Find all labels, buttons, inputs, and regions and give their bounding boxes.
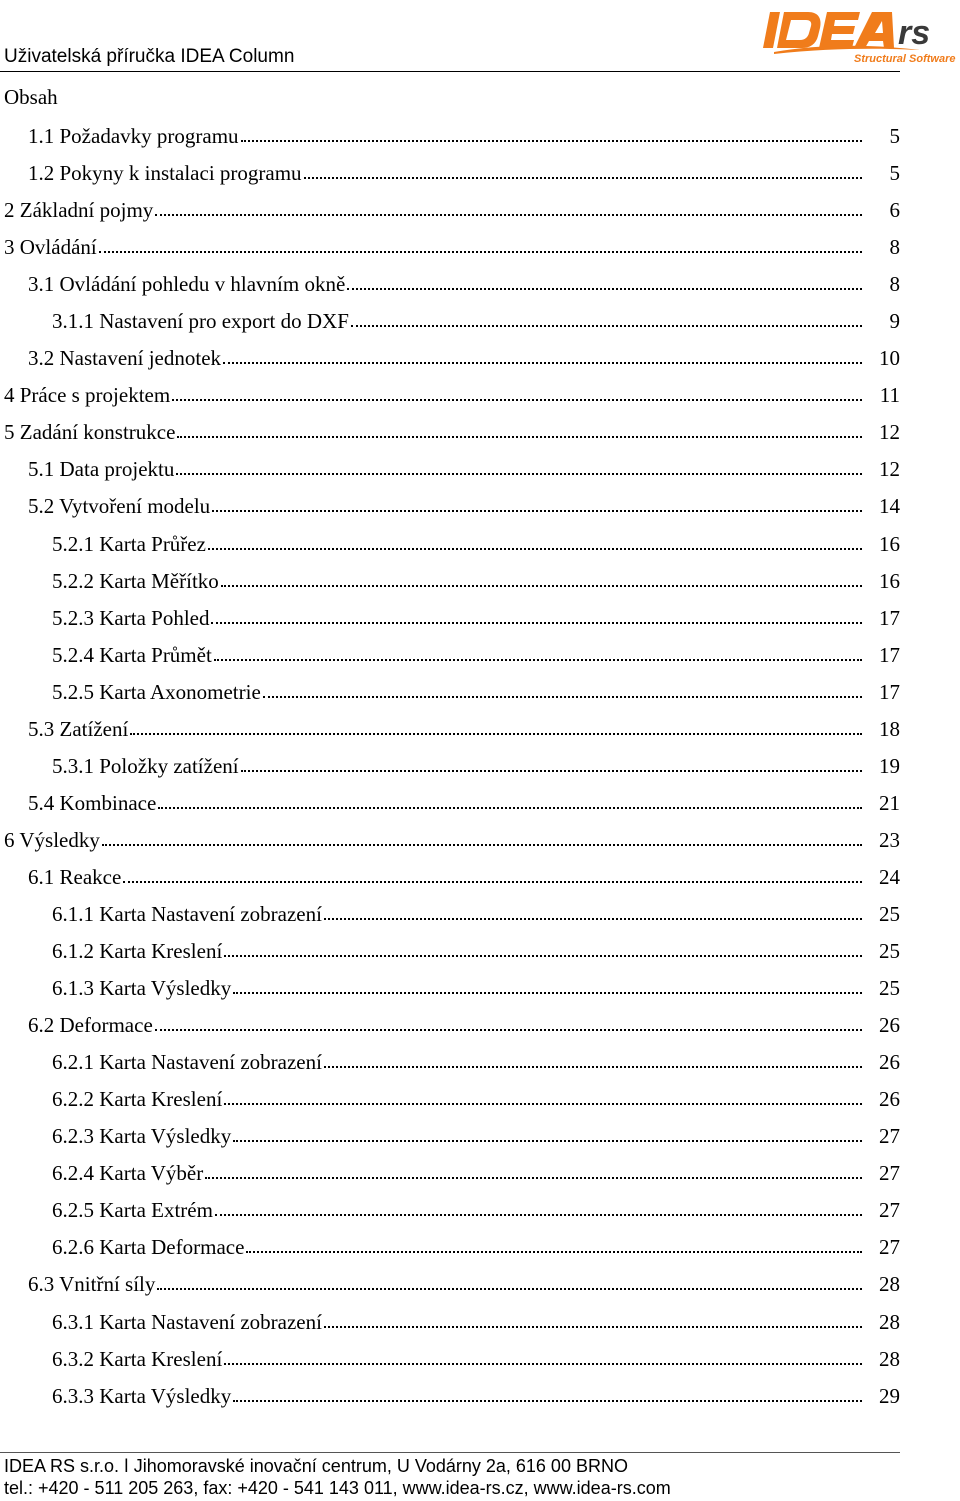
toc-dot-leader bbox=[246, 1251, 862, 1253]
toc-entry[interactable] bbox=[0, 1118, 900, 1155]
toc-entry[interactable] bbox=[0, 1304, 900, 1341]
toc-dot-leader bbox=[211, 622, 862, 624]
toc-entry[interactable] bbox=[0, 1081, 900, 1118]
toc-dot-leader bbox=[221, 585, 862, 587]
toc-entry[interactable] bbox=[0, 377, 900, 414]
toc-entry-label: 5.4 Kombinace bbox=[28, 790, 157, 815]
toc-entry-label: 6 Výsledky bbox=[4, 827, 100, 852]
toc-dot-leader bbox=[324, 1066, 862, 1068]
toc-entry[interactable] bbox=[0, 674, 900, 711]
toc-entry-page: 26 bbox=[879, 1050, 900, 1075]
toc-entry[interactable] bbox=[0, 340, 900, 377]
toc-entry-label: 3 Ovládání bbox=[4, 235, 97, 260]
toc-entry-label: 3.1 Ovládání pohledu v hlavním okně bbox=[28, 272, 346, 297]
toc-entry-label: 2 Základní pojmy bbox=[4, 198, 154, 223]
toc-entry-page: 26 bbox=[879, 1013, 900, 1038]
toc-dot-leader bbox=[233, 992, 862, 994]
toc-entry-page: 27 bbox=[879, 1124, 900, 1149]
toc-dot-leader bbox=[351, 325, 862, 327]
footer-address: IDEA RS s.r.o. ǀ Jihomoravské inovační centrum, U Vodárny 2a, 616 00 BRNO bbox=[4, 1456, 628, 1476]
toc-entry[interactable] bbox=[0, 488, 900, 525]
toc-entry-label: 6.3.1 Karta Nastavení zobrazení bbox=[52, 1309, 322, 1334]
toc-dot-leader bbox=[233, 1400, 862, 1402]
toc-dot-leader bbox=[158, 807, 862, 809]
toc-entry[interactable] bbox=[0, 600, 900, 637]
toc-entry[interactable] bbox=[0, 1155, 900, 1192]
toc-dot-leader bbox=[324, 918, 862, 920]
toc-dot-leader bbox=[212, 510, 862, 512]
toc-entry-label: 5.3 Zatížení bbox=[28, 716, 129, 741]
toc-entry-label: 5.2.2 Karta Měřítko bbox=[52, 568, 219, 593]
toc-entry-page: 24 bbox=[879, 864, 900, 889]
toc-entry-page: 21 bbox=[879, 790, 900, 815]
toc-entry[interactable] bbox=[0, 748, 900, 785]
toc-entry[interactable] bbox=[0, 229, 900, 266]
toc-entry[interactable] bbox=[0, 970, 900, 1007]
toc-entry-page: 12 bbox=[879, 420, 900, 445]
toc-entry[interactable] bbox=[0, 118, 900, 155]
toc-dot-leader bbox=[172, 399, 862, 401]
toc-entry-label: 6.2.1 Karta Nastavení zobrazení bbox=[52, 1050, 322, 1075]
toc-entry-label: 5.2 Vytvoření modelu bbox=[28, 494, 211, 519]
toc-entry[interactable] bbox=[0, 563, 900, 600]
toc-entry-label: 5 Zadání konstrukce bbox=[4, 420, 176, 445]
toc-entry-label: 6.1.3 Karta Výsledky bbox=[52, 976, 232, 1001]
toc-entry[interactable] bbox=[0, 1266, 900, 1303]
toc-entry[interactable] bbox=[0, 155, 900, 192]
toc-entry-page: 28 bbox=[879, 1272, 900, 1297]
toc-entry-label: 6.1 Reakce bbox=[28, 864, 122, 889]
toc-dot-leader bbox=[99, 251, 862, 253]
toc-dot-leader bbox=[102, 844, 862, 846]
toc-dot-leader bbox=[263, 696, 862, 698]
toc-entry-page: 27 bbox=[879, 1161, 900, 1186]
toc-entry[interactable] bbox=[0, 1044, 900, 1081]
toc-entry-page: 16 bbox=[879, 531, 900, 556]
toc-entry[interactable] bbox=[0, 1378, 900, 1415]
logo-rs-mark: rs bbox=[898, 14, 931, 52]
toc-entry[interactable] bbox=[0, 266, 900, 303]
toc-dot-leader bbox=[208, 548, 862, 550]
toc-entry-page: 11 bbox=[879, 383, 900, 408]
toc-entry[interactable] bbox=[0, 933, 900, 970]
toc-entry-page: 17 bbox=[879, 642, 900, 667]
toc-dot-leader bbox=[304, 177, 862, 179]
toc-entry-label: 4 Práce s projektem bbox=[4, 383, 171, 408]
toc-entry-page: 10 bbox=[879, 346, 900, 371]
footer-contacts: tel.: +420 - 511 205 263, fax: +420 - 541 143 011, www.idea-rs.cz, www.idea-rs.com bbox=[4, 1478, 671, 1498]
toc-entry[interactable] bbox=[0, 303, 900, 340]
toc-entry-page: 18 bbox=[879, 716, 900, 741]
footer-divider bbox=[0, 1452, 900, 1453]
toc-dot-leader bbox=[176, 473, 862, 475]
toc-entry[interactable] bbox=[0, 785, 900, 822]
toc-dot-leader bbox=[224, 955, 862, 957]
toc-entry-label: 6.2.2 Karta Kreslení bbox=[52, 1087, 223, 1112]
toc-dot-leader bbox=[155, 1029, 862, 1031]
toc-entry-page: 27 bbox=[879, 1198, 900, 1223]
toc-entry-page: 17 bbox=[879, 679, 900, 704]
toc-entry[interactable] bbox=[0, 451, 900, 488]
toc-entry-label: 6.3 Vnitřní síly bbox=[28, 1272, 156, 1297]
table-of-contents bbox=[0, 118, 900, 1415]
toc-entry[interactable] bbox=[0, 859, 900, 896]
toc-dot-leader bbox=[324, 1326, 862, 1328]
toc-entry-label: 6.3.2 Karta Kreslení bbox=[52, 1346, 223, 1371]
toc-entry-page: 29 bbox=[879, 1383, 900, 1408]
toc-entry-label: 6.2 Deformace bbox=[28, 1013, 153, 1038]
toc-entry-label: 5.2.3 Karta Pohled bbox=[52, 605, 210, 630]
toc-entry-page: 28 bbox=[879, 1309, 900, 1334]
toc-dot-leader bbox=[233, 1140, 862, 1142]
toc-entry-label: 5.3.1 Položky zatížení bbox=[52, 753, 239, 778]
toc-entry[interactable] bbox=[0, 1229, 900, 1266]
toc-entry-label: 6.2.5 Karta Extrém bbox=[52, 1198, 213, 1223]
toc-entry[interactable] bbox=[0, 1192, 900, 1229]
toc-entry-label: 6.2.6 Karta Deformace bbox=[52, 1235, 245, 1260]
toc-entry-label: 1.2 Pokyny k instalaci programu bbox=[28, 161, 302, 186]
toc-entry-page: 8 bbox=[889, 272, 900, 297]
toc-entry-label: 3.2 Nastavení jednotek bbox=[28, 346, 222, 371]
toc-heading: Obsah bbox=[4, 85, 58, 109]
toc-entry-page: 8 bbox=[889, 235, 900, 260]
toc-entry-label: 5.1 Data projektu bbox=[28, 457, 175, 482]
toc-dot-leader bbox=[214, 659, 862, 661]
toc-entry[interactable] bbox=[0, 637, 900, 674]
toc-dot-leader bbox=[241, 140, 862, 142]
toc-entry[interactable] bbox=[0, 192, 900, 229]
toc-dot-leader bbox=[155, 214, 862, 216]
toc-entry-page: 27 bbox=[879, 1235, 900, 1260]
toc-entry[interactable] bbox=[0, 1007, 900, 1044]
toc-entry-label: 1.1 Požadavky programu bbox=[28, 124, 239, 149]
toc-dot-leader bbox=[224, 1103, 862, 1105]
toc-entry-page: 17 bbox=[879, 605, 900, 630]
toc-entry-page: 14 bbox=[879, 494, 900, 519]
toc-entry-page: 5 bbox=[889, 161, 900, 186]
toc-entry[interactable] bbox=[0, 896, 900, 933]
toc-dot-leader bbox=[215, 1214, 862, 1216]
toc-entry-page: 6 bbox=[889, 198, 900, 223]
toc-dot-leader bbox=[157, 1288, 862, 1290]
toc-dot-leader bbox=[347, 288, 862, 290]
logo-tagline: Structural Software bbox=[854, 53, 956, 65]
toc-entry-label: 6.1.1 Karta Nastavení zobrazení bbox=[52, 902, 322, 926]
toc-entry-label: 5.2.4 Karta Průmět bbox=[52, 642, 212, 667]
toc-dot-leader bbox=[123, 881, 862, 883]
toc-entry[interactable] bbox=[0, 414, 900, 451]
toc-entry-page: 26 bbox=[879, 1087, 900, 1112]
toc-entry-page: 9 bbox=[889, 309, 900, 334]
toc-dot-leader bbox=[130, 733, 862, 735]
toc-entry-label: 6.2.4 Karta Výběr bbox=[52, 1161, 204, 1186]
toc-dot-leader bbox=[224, 1363, 862, 1365]
toc-dot-leader bbox=[205, 1177, 862, 1179]
header-divider bbox=[0, 71, 900, 72]
toc-entry-page: 12 bbox=[879, 457, 900, 482]
toc-dot-leader bbox=[177, 436, 862, 438]
toc-entry-label: 6.3.3 Karta Výsledky bbox=[52, 1383, 232, 1408]
toc-entry-page: 19 bbox=[879, 753, 900, 778]
toc-entry[interactable] bbox=[0, 526, 900, 563]
toc-entry-label: 5.2.5 Karta Axonometrie bbox=[52, 679, 261, 704]
toc-entry-label: 3.1.1 Nastavení pro export do DXF bbox=[52, 309, 349, 334]
toc-entry[interactable] bbox=[0, 822, 900, 859]
toc-entry-page: 23 bbox=[879, 827, 900, 852]
toc-entry-label: 6.2.3 Karta Výsledky bbox=[52, 1124, 232, 1149]
document-title: Uživatelská příručka IDEA Column bbox=[4, 46, 295, 67]
toc-entry[interactable] bbox=[0, 711, 900, 748]
toc-dot-leader bbox=[223, 362, 862, 364]
toc-entry[interactable] bbox=[0, 1341, 900, 1378]
toc-entry-page: 28 bbox=[879, 1346, 900, 1371]
toc-entry-page: 16 bbox=[879, 568, 900, 593]
toc-entry-page: 25 bbox=[879, 939, 900, 964]
toc-entry-page: 25 bbox=[879, 976, 900, 1001]
toc-dot-leader bbox=[241, 770, 862, 772]
idea-rs-logo bbox=[760, 4, 960, 66]
toc-entry-page: 25 bbox=[879, 902, 900, 926]
toc-entry-label: 5.2.1 Karta Průřez bbox=[52, 531, 206, 556]
toc-entry-page: 5 bbox=[889, 124, 900, 149]
toc-entry-label: 6.1.2 Karta Kreslení bbox=[52, 939, 223, 964]
